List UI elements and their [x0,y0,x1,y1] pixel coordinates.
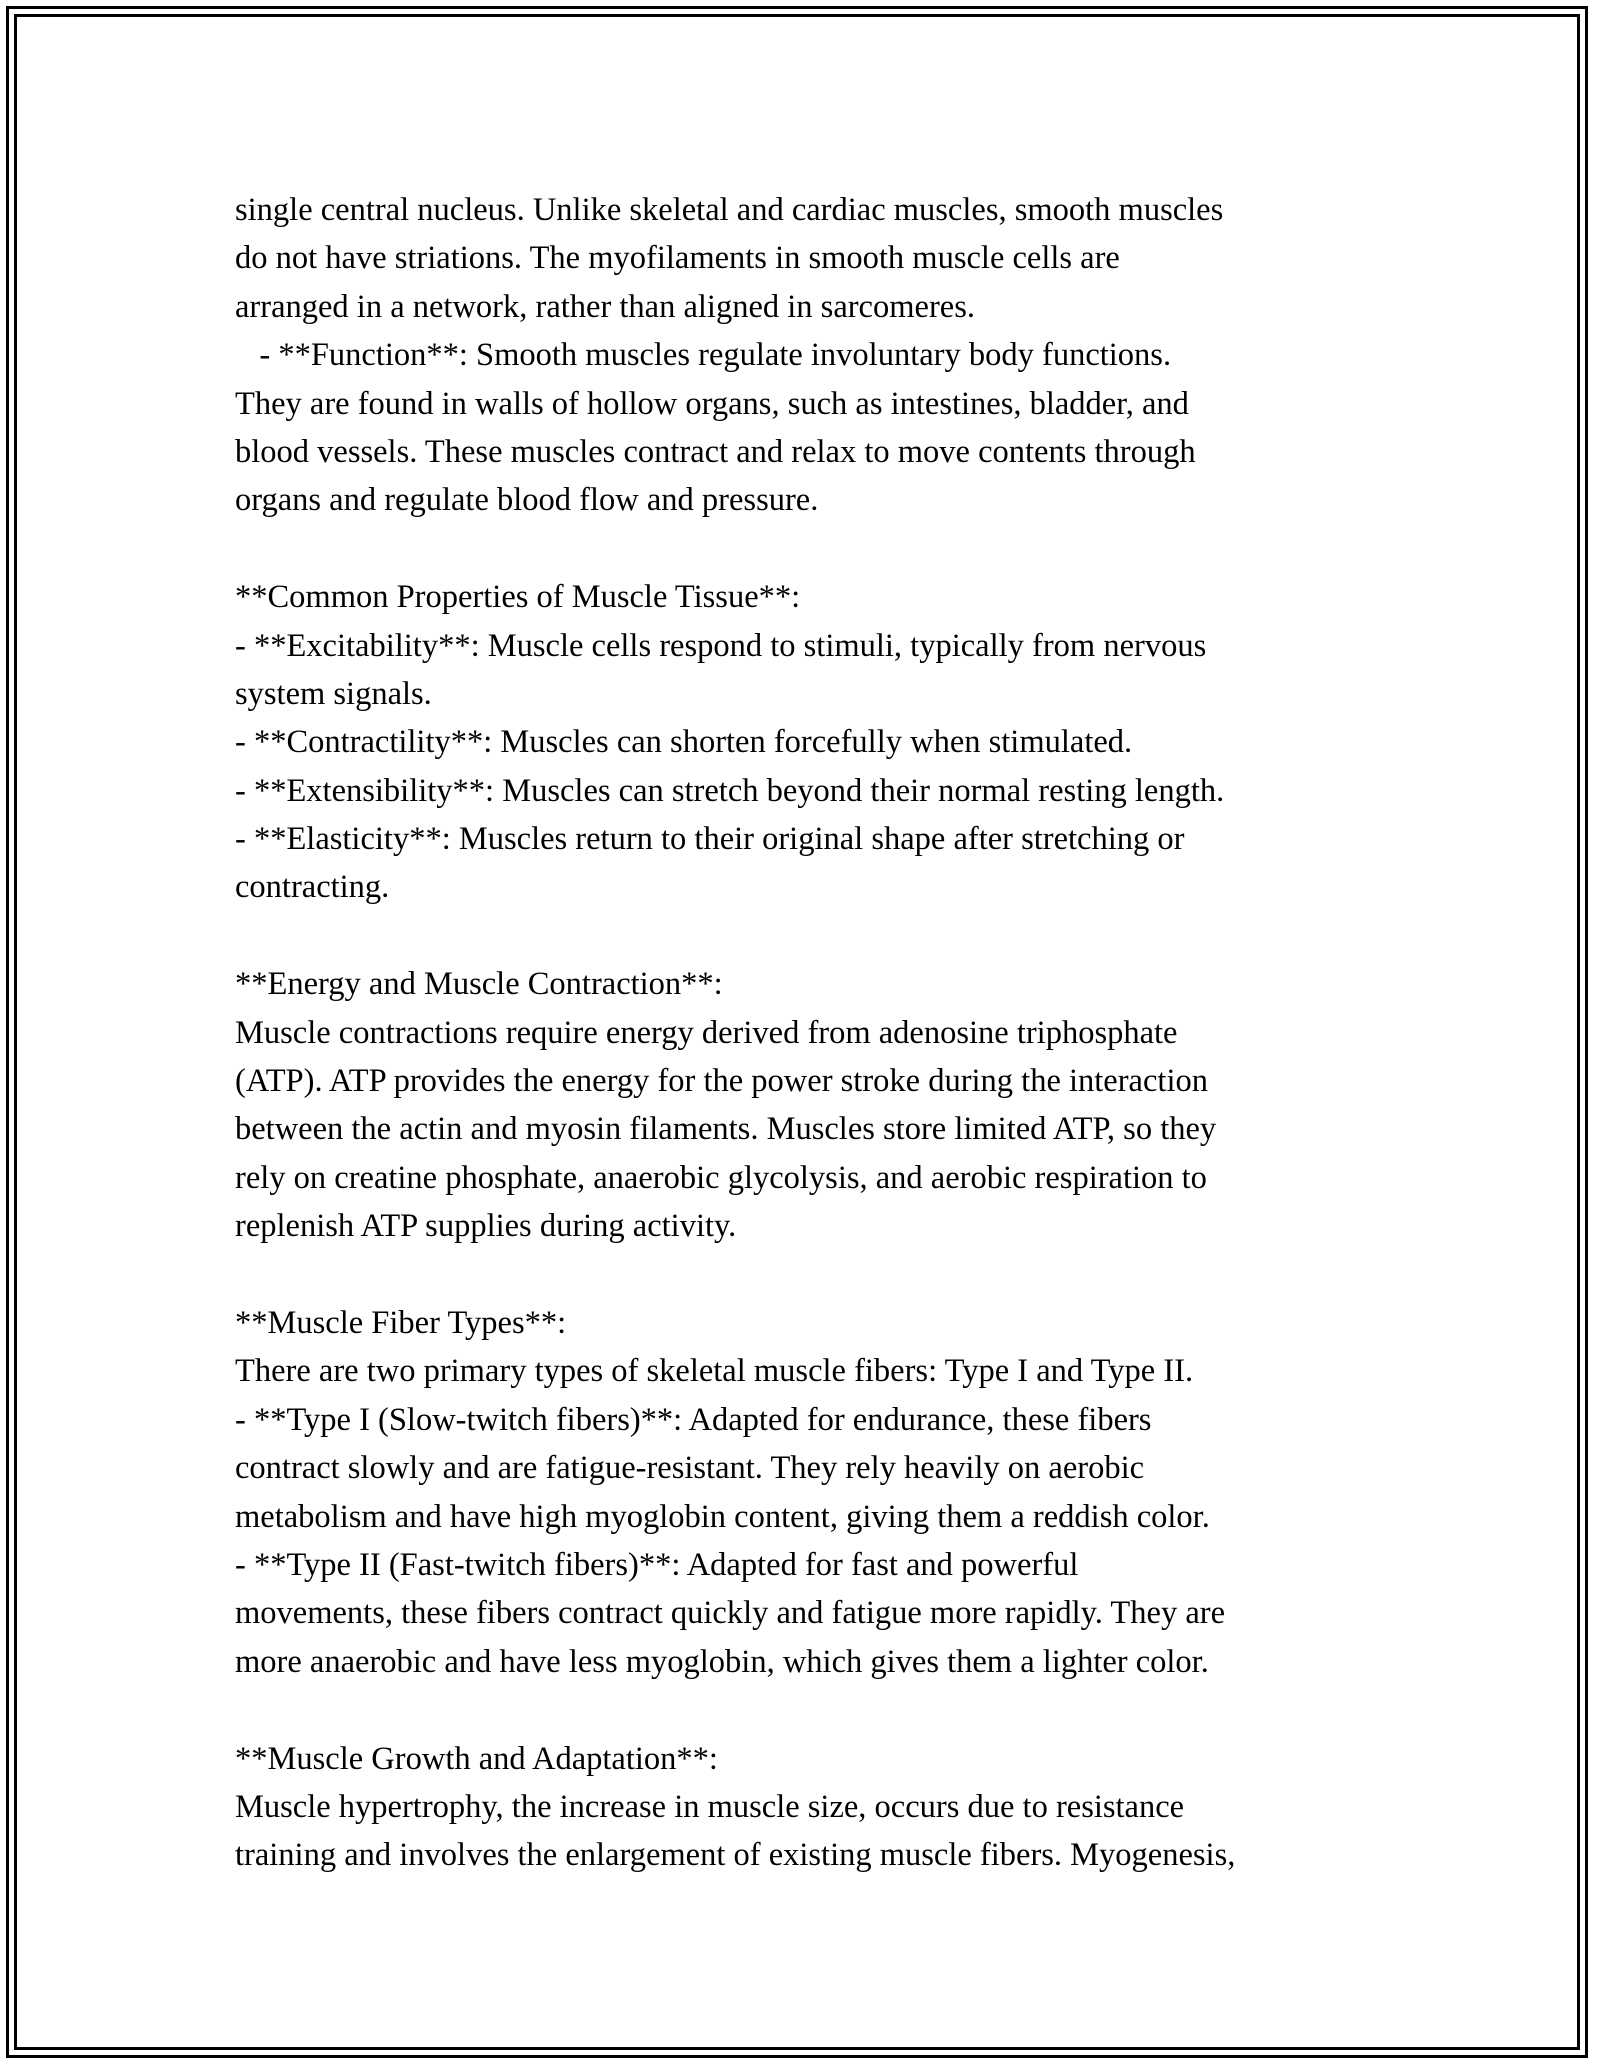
text-line: They are found in walls of hollow organs, such as intestines, bladder, and [235,385,1189,422]
text-line: - **Function**: Smooth muscles regulate involuntary body functions. [235,337,1172,374]
text-line: - **Excitability**: Muscle cells respond to stimuli, typically from nervous [235,627,1207,664]
text-line: Muscle hypertrophy, the increase in muscle size, occurs due to resistance [235,1788,1185,1825]
document-body [235,186,1375,1880]
text-line: arranged in a network, rather than aligned in sarcomeres. [235,288,975,325]
paragraph-gap [235,1686,1375,1734]
section-heading: **Muscle Growth and Adaptation**: [235,1740,718,1777]
text-line: between the actin and myosin filaments. Muscles store limited ATP, so they [235,1111,1217,1148]
text-line: - **Type I (Slow-twitch fibers)**: Adapted for endurance, these fibers [235,1401,1152,1438]
text-line: (ATP). ATP provides the energy for the power stroke during the interaction [235,1063,1208,1100]
text-line: There are two primary types of skeletal muscle fibers: Type I and Type II. [235,1353,1194,1390]
section-heading: **Energy and Muscle Contraction**: [235,966,723,1003]
text-line: - **Extensibility**: Muscles can stretch beyond their normal resting length. [235,772,1225,809]
section-heading: **Common Properties of Muscle Tissue**: [235,579,801,616]
text-line: metabolism and have high myoglobin content, giving them a reddish color. [235,1498,1210,1535]
text-line: Muscle contractions require energy derived from adenosine triphosphate [235,1014,1178,1051]
text-line: contracting. [235,869,390,906]
text-line: - **Contractility**: Muscles can shorten forcefully when stimulated. [235,724,1133,761]
text-line: movements, these fibers contract quickly and fatigue more rapidly. They are [235,1595,1225,1632]
text-line: replenish ATP supplies during activity. [235,1208,737,1245]
text-line: blood vessels. These muscles contract and relax to move contents through [235,433,1196,470]
text-line: contract slowly and are fatigue-resistant. They rely heavily on aerobic [235,1450,1145,1487]
text-line: do not have striations. The myofilaments in smooth muscle cells are [235,240,1120,277]
paragraph-gap [235,912,1375,960]
text-line: organs and regulate blood flow and pressure. [235,482,819,519]
text-line: training and involves the enlargement of existing muscle fibers. Myogenesis, [235,1837,1236,1874]
section-heading: **Muscle Fiber Types**: [235,1304,567,1341]
paragraph-gap [235,1251,1375,1299]
text-line: single central nucleus. Unlike skeletal and cardiac muscles, smooth muscles [235,192,1224,228]
text-line: - **Elasticity**: Muscles return to their original shape after stretching or [235,821,1185,858]
text-line: - **Type II (Fast-twitch fibers)**: Adapted for fast and powerful [235,1546,1079,1583]
text-line: rely on creatine phosphate, anaerobic glycolysis, and aerobic respiration to [235,1159,1207,1196]
text-line: more anaerobic and have less myoglobin, which gives them a lighter color. [235,1643,1209,1680]
text-line: system signals. [235,675,432,712]
paragraph-gap [235,525,1375,573]
